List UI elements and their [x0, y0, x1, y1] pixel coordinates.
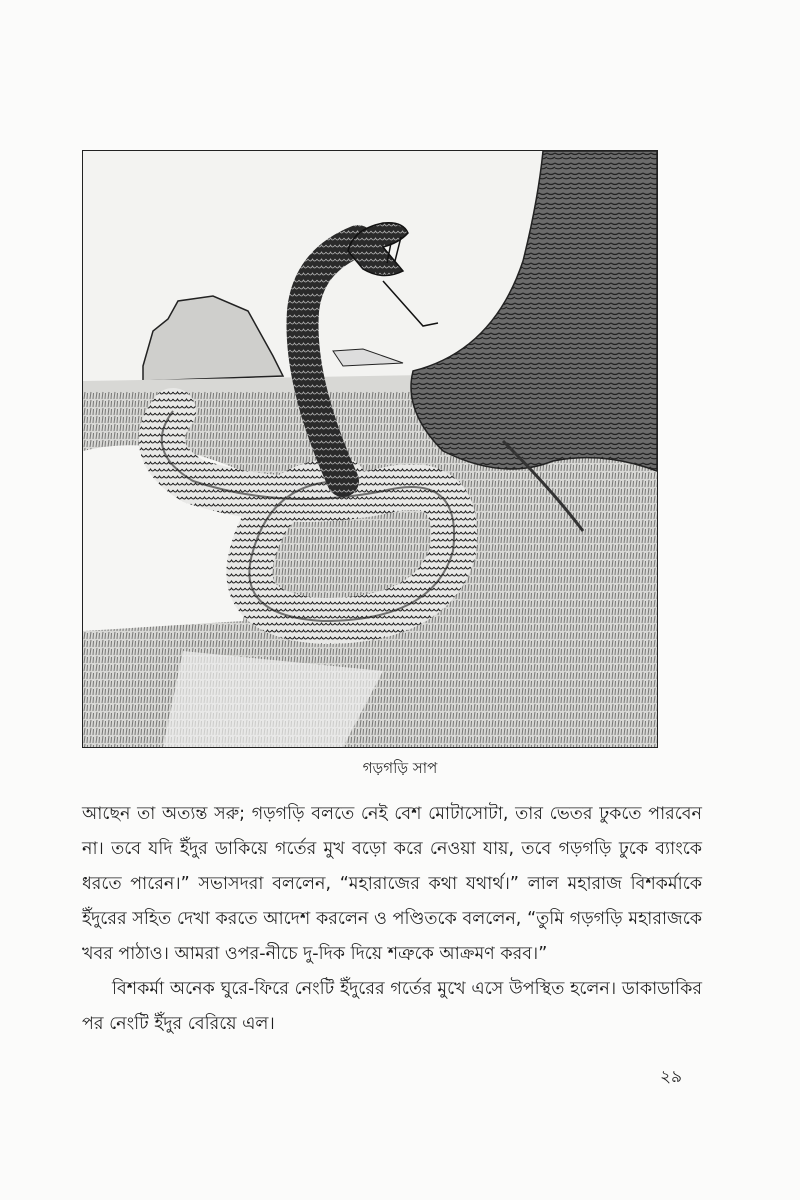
page-number: ২৯: [660, 1067, 683, 1087]
paragraph: বিশকর্মা অনেক ঘুরে-ফিরে নেংটি ইঁদুরের গর্তের মুখে এসে উপস্থিত হলেন। ডাকাডাকির পর নেংটি ইঁদুর বেরিয়ে এল।: [82, 979, 702, 1034]
paragraph: আছেন তা অত্যন্ত সরু; গড়গড়ি বলতে নেই বেশ মোটাসোটা, তার ভেতর ঢুকতে পারবেন না। তবে যদি ইঁদুর ডাকিয়ে গর্তের মুখ বড়ো করে নেওয়া যায়, তবে গড়গড়ি ঢুকে ব্যাংকে ধরতে পারেন।” সভাসদরা বললেন, “মহারাজের কথা যথার্থ।” লাল মহারাজ বিশকর্মাকে ইঁদুরের সহিত দেখা করতে আদেশ করলেন ও পণ্ডিতকে বললেন, “তুমি গড়গড়ি মহারাজকে খবর পাঠাও। আমরা ওপর-নীচে দু-দিক দিয়ে শত্রুকে আক্রমণ করব।”: [82, 804, 702, 964]
body-text: [82, 797, 702, 1042]
figure-caption: গড়গড়ি সাপ: [362, 759, 438, 777]
snake-illustration: [83, 151, 657, 747]
illustration-frame: [82, 150, 658, 748]
